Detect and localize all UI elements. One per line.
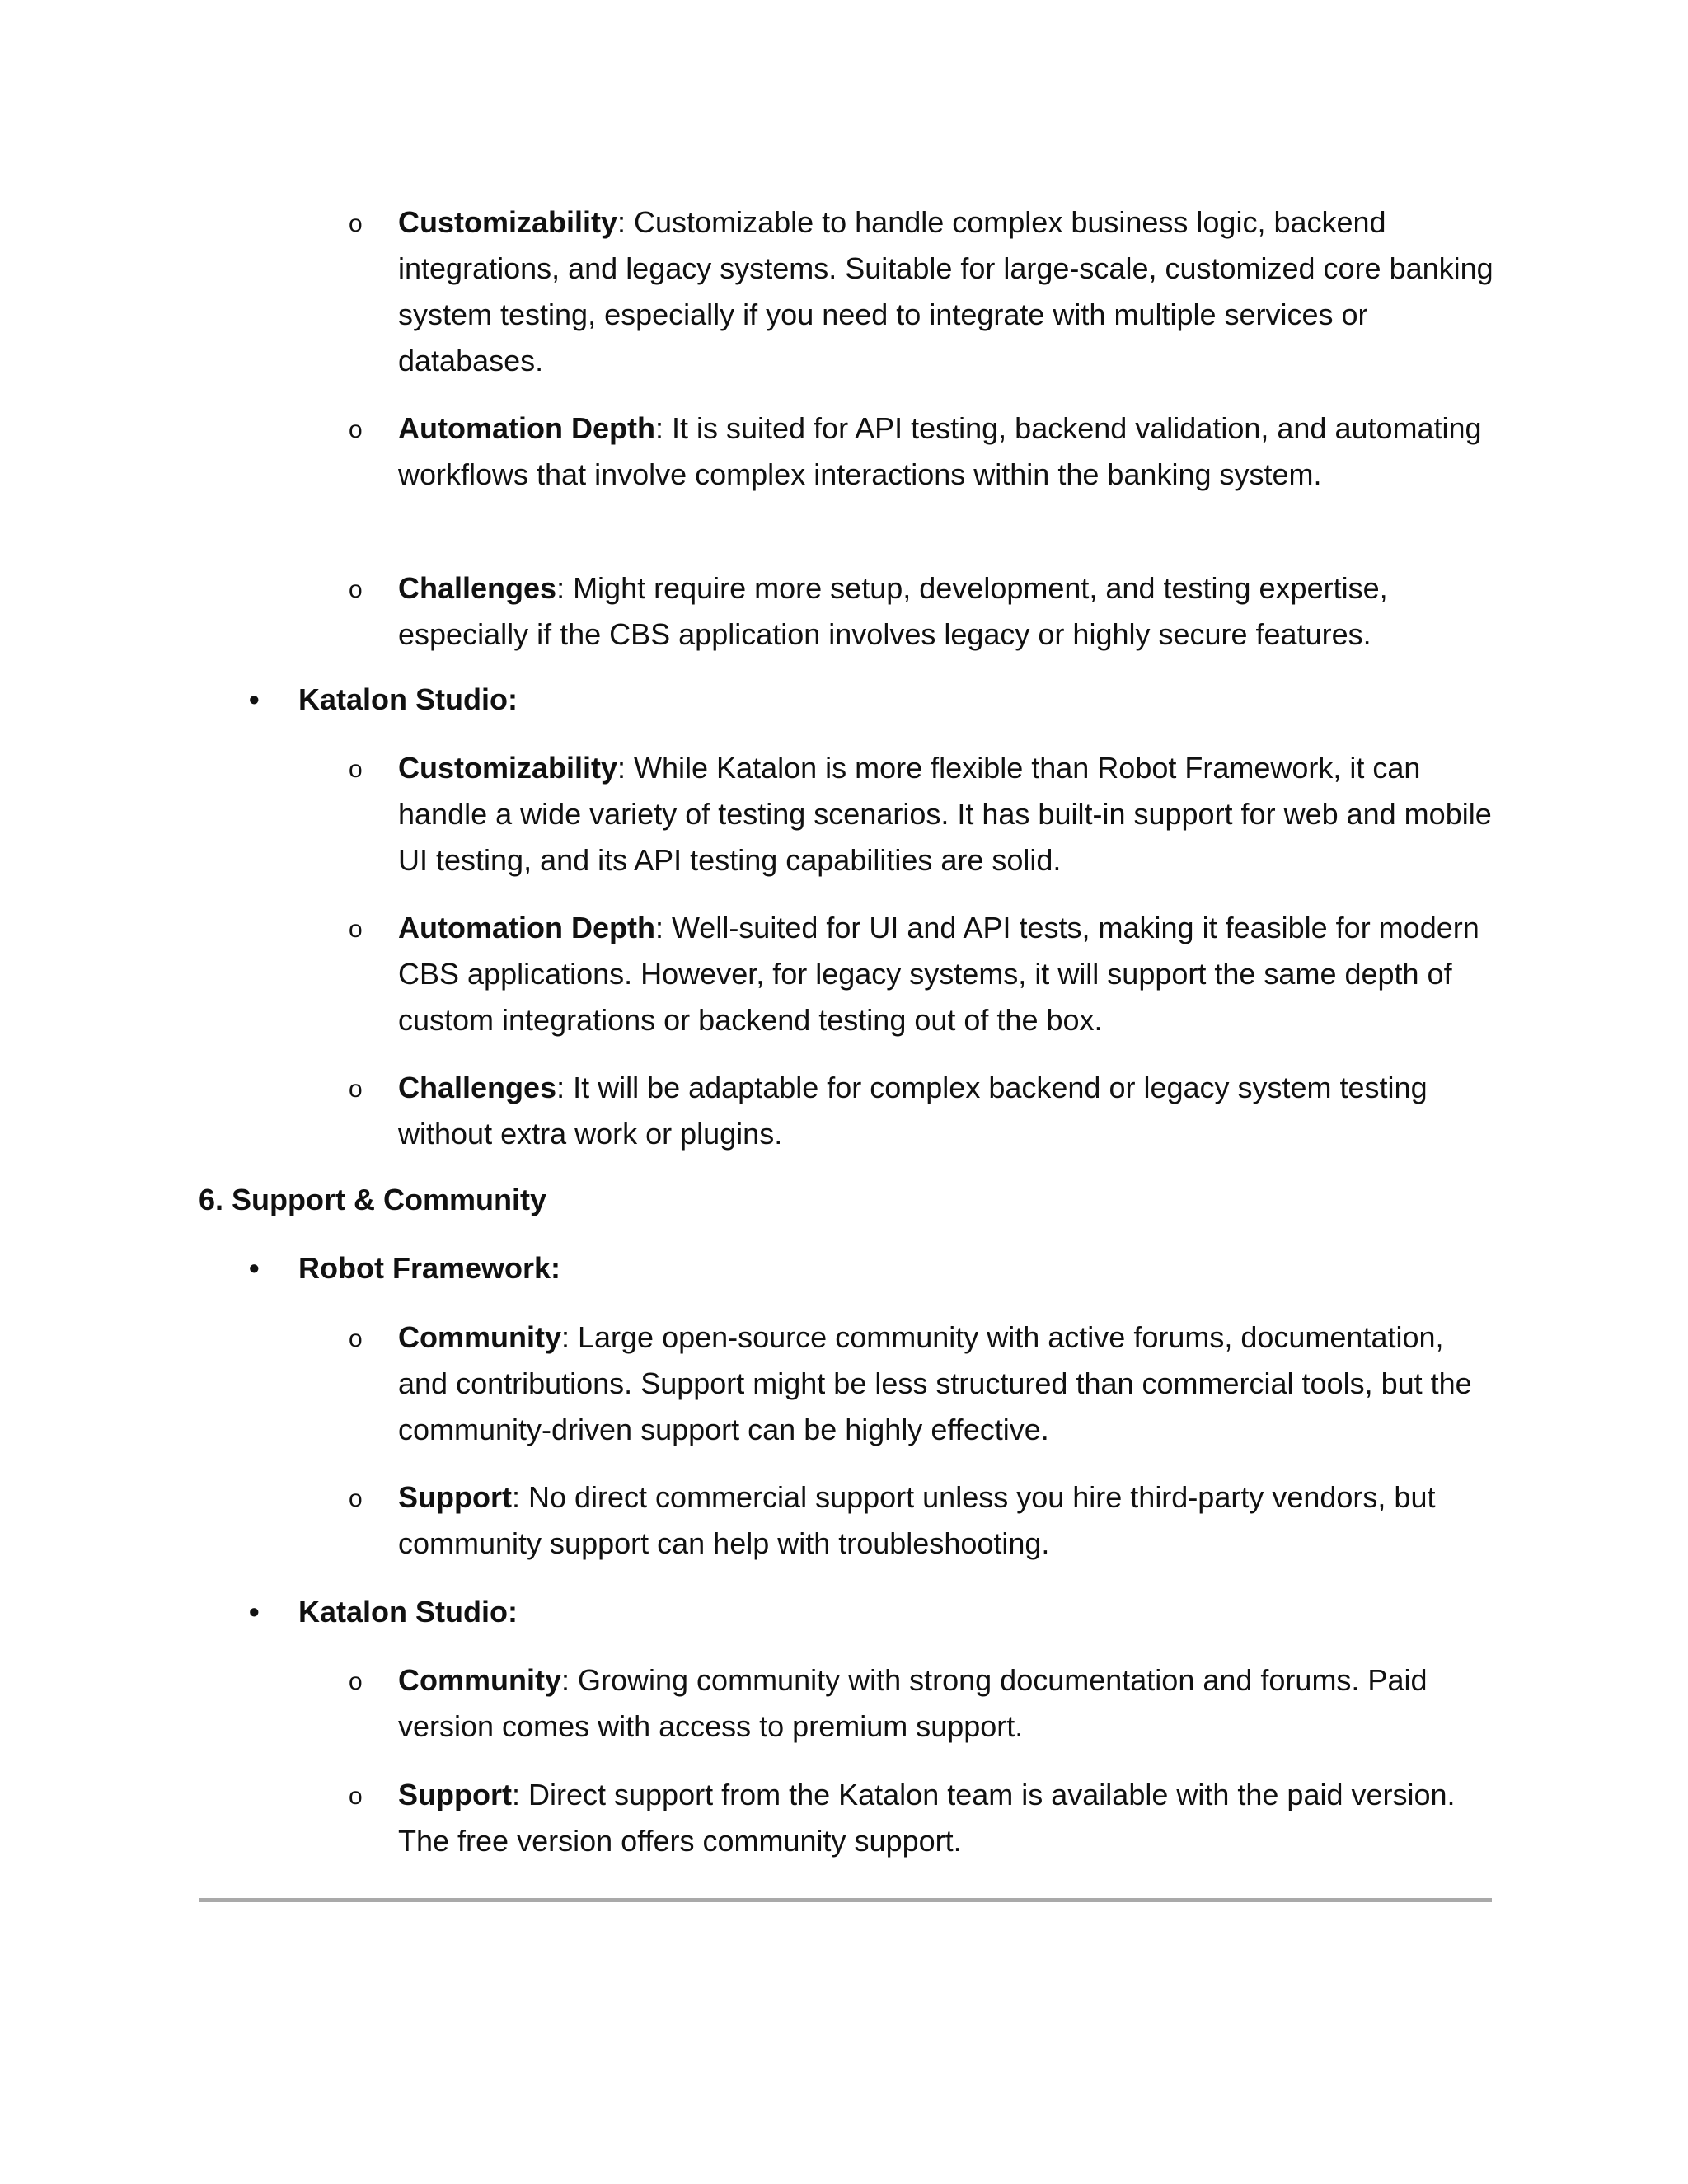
tool-title: Katalon Studio:	[298, 682, 518, 716]
item-text: : Growing community with strong documentation and forums. Paid version comes with access to premium support.	[398, 1663, 1428, 1743]
list-item	[349, 199, 1494, 384]
bullet-icon: •	[249, 682, 260, 716]
item-label: Support	[398, 1778, 512, 1811]
item-text: : It is suited for API testing, backend validation, and automating workflows that involve complex interactions within the banking system.	[398, 411, 1482, 491]
item-label: Automation Depth	[398, 411, 655, 445]
list-item	[349, 905, 1494, 1043]
list-item	[349, 745, 1494, 883]
hollow-bullet-icon: o	[349, 1485, 363, 1512]
horizontal-divider	[199, 1898, 1492, 1902]
item-text: : Large open-source community with active forums, documentation, and contributions. Support might be less structured than commercial tools, but the community-driven support can be highly effective.	[398, 1320, 1472, 1446]
item-text: : No direct commercial support unless you hire third-party vendors, but community support can help with troubleshooting.	[398, 1480, 1436, 1560]
tool-heading-robot	[249, 1245, 1452, 1291]
item-text: : Customizable to handle complex business logic, backend integrations, and legacy systems. Suitable for large-scale, customized core banking system testing, especially if you need to integrate with multiple services or databases.	[398, 205, 1493, 377]
hollow-bullet-icon: o	[349, 1668, 363, 1695]
hollow-bullet-icon: o	[349, 416, 363, 443]
hollow-bullet-icon: o	[349, 916, 363, 943]
item-label: Customizability	[398, 205, 618, 239]
tool-title: Robot Framework:	[298, 1251, 561, 1285]
hollow-bullet-icon: o	[349, 1325, 363, 1352]
list-item	[349, 1657, 1494, 1750]
item-label: Support	[398, 1480, 512, 1514]
item-label: Automation Depth	[398, 911, 655, 944]
hollow-bullet-icon: o	[349, 576, 363, 603]
bullet-icon: •	[249, 1251, 260, 1285]
item-label: Customizability	[398, 751, 618, 785]
tool-title: Katalon Studio:	[298, 1595, 518, 1629]
list-item	[349, 565, 1494, 658]
list-item	[349, 1315, 1494, 1453]
list-item	[349, 405, 1494, 498]
bullet-icon: •	[249, 1595, 260, 1629]
item-label: Challenges	[398, 571, 557, 605]
item-label: Challenges	[398, 1071, 557, 1104]
item-text: : Well-suited for UI and API tests, making it feasible for modern CBS applications. However, for legacy systems, it will support the same depth of custom integrations or backend testing out of the box.	[398, 911, 1479, 1037]
hollow-bullet-icon: o	[349, 756, 363, 783]
hollow-bullet-icon: o	[349, 210, 363, 237]
hollow-bullet-icon: o	[349, 1783, 363, 1810]
section-heading: 6. Support & Community	[199, 1183, 546, 1216]
list-item	[349, 1065, 1494, 1157]
hollow-bullet-icon: o	[349, 1076, 363, 1103]
tool-heading-katalon	[249, 677, 1452, 723]
item-label: Community	[398, 1663, 561, 1697]
item-label: Community	[398, 1320, 561, 1354]
item-text: : While Katalon is more flexible than Robot Framework, it can handle a wide variety of testing scenarios. It has built-in support for web and mobile UI testing, and its API testing capabilities are solid.	[398, 751, 1492, 877]
list-item	[349, 1772, 1494, 1864]
list-item	[349, 1474, 1494, 1567]
item-text: : Direct support from the Katalon team is available with the paid version. The free version offers community support.	[398, 1778, 1456, 1858]
item-text: : It will be adaptable for complex backend or legacy system testing without extra work or plugins.	[398, 1071, 1428, 1151]
tool-heading-katalon	[249, 1589, 1452, 1635]
item-text: : Might require more setup, development, and testing expertise, especially if the CBS application involves legacy or highly secure features.	[398, 571, 1388, 651]
